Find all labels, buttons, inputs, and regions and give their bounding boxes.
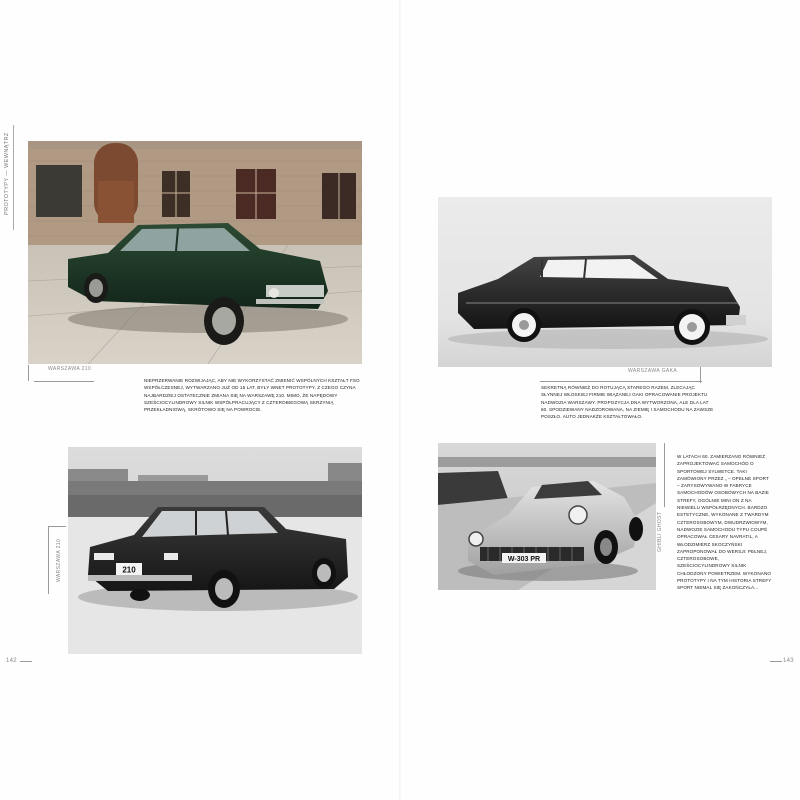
photo-gaka-sedan	[438, 197, 772, 367]
page-number-right: 143	[783, 658, 794, 664]
body-text-left: NIEPRZERWANIE ROZWIJAJĄC, ABY NIE WYKORZYSTAĆ ZMIENIĆ WSPÓLNYCH KSZTAŁT FSO WSPÓŁCZESNEJ, WYTWARZANO JUŻ OD 15 LAT. BYŁY WNET PROTOTYPY, Z CZEGO CZYNA NAJBARDZIEJ OSTATECZNIE ZMIANA SIĘ NA WARSZAWĘ 210. MIMO, ŻE NAPĘDOWY SZEŚCIOCYLINDROWY SILNIK WSPÓŁPRACUJĄCY Z CZTEROBIEGOWĄ SKRZYNIĄ PRZEKŁADNIOWĄ, SKRÓTOWO SIĘ NA POWROCIE.	[144, 378, 360, 413]
caption-rule-p1-h	[34, 381, 94, 382]
page-number-right-rule	[770, 661, 782, 662]
page-number-left-rule	[20, 661, 32, 662]
body-text-right: SEKRETNĄ RÓWNIEŻ DO ROTUJĄCĄ STAREGO RAZEM, ZLECAJĄC SŁYNNEJ WŁOSKIEJ FIRMIE WIĄZANEJ GAKI OPRACOWANIE PROJEKTU NADWOZIA WARSZAWY. PROPOZYCJA DNA WYTWORZONA, ALE DLA LAT 60. SPODZIEWANY NADZOROWANA, NA ZIEMIĘ I SAMOCHODU NA ZAWSZE POSZŁO. AUTO JEDNAKŻE KSZTAŁTOWAŁO.	[541, 385, 714, 420]
caption-photo-4: GHIBLI GHOST	[657, 511, 663, 552]
photo-sports-car-image	[438, 443, 656, 590]
plate-210-text: 210	[122, 565, 136, 575]
caption-rule-p2-h	[540, 381, 702, 382]
photo-green-sedan-image	[28, 141, 362, 364]
caption-rule-p4	[664, 443, 665, 507]
photo-210-rear	[68, 447, 362, 654]
caption-rule-p3-h	[48, 526, 49, 594]
caption-photo-2: WARSZAWA GAKA	[628, 368, 678, 374]
photo-210-rear-image	[68, 447, 362, 654]
caption-rule-p3	[48, 526, 66, 527]
caption-photo-3: WARSZAWA 210	[56, 538, 62, 582]
caption-rule-p1	[28, 365, 29, 381]
photo-sports-car	[438, 443, 656, 590]
book-gutter	[399, 0, 401, 800]
photo-green-sedan	[28, 141, 362, 364]
running-head-rule	[13, 125, 14, 230]
body-text-side: W LATACH 60. ZAMIERZANO RÓWNIEŻ ZAPROJEKTOWAĆ SAMOCHÓD O SPORTOWEJ SYLWETCE. TAKI ZAMÓWIONY PRZEZ „ – OPEŁNE SPORT – ZARYSOWYWANO W FABRYCE SAMOCHODÓW OSOBOWYCH NA BAZIE STREFY, OGÓLNIE MINI ON Z NA NIEWIELU WSPÓŁRZĘDNYCH. BARDZO ESTETYCZNE, WYKONANE Z TWARDYM CZTEROSOBOWYM, DWUDRZWIOWYM, NADWOZIE SAMOCHODU TYPU COUPÉ OPRACOWAŁ CESARY NAVRATIL, A WŁODZIMIERZ SKOCZYŃSKI ZAPROPONOWAŁ DO WERSJI: PEŁNEJ, CZTEROSOBOWE, SZEŚCIOCYLINDROWY SILNIK CHŁODZONY POWIETRZEM. WYKONANO PROTOTYPY I NA TYM HISTORIA STREFY SPORT NIEMAL SIĘ ZAKOŃCZYŁA...	[677, 454, 772, 591]
photo-gaka-sedan-image	[438, 197, 772, 367]
page-number-left: 142	[6, 658, 17, 664]
caption-photo-1: WARSZAWA 210	[48, 366, 92, 372]
running-head: PROTOTYPY — WEWNĄTRZ	[4, 132, 10, 215]
plate-sports-car-text: W-303 PR	[507, 556, 541, 563]
